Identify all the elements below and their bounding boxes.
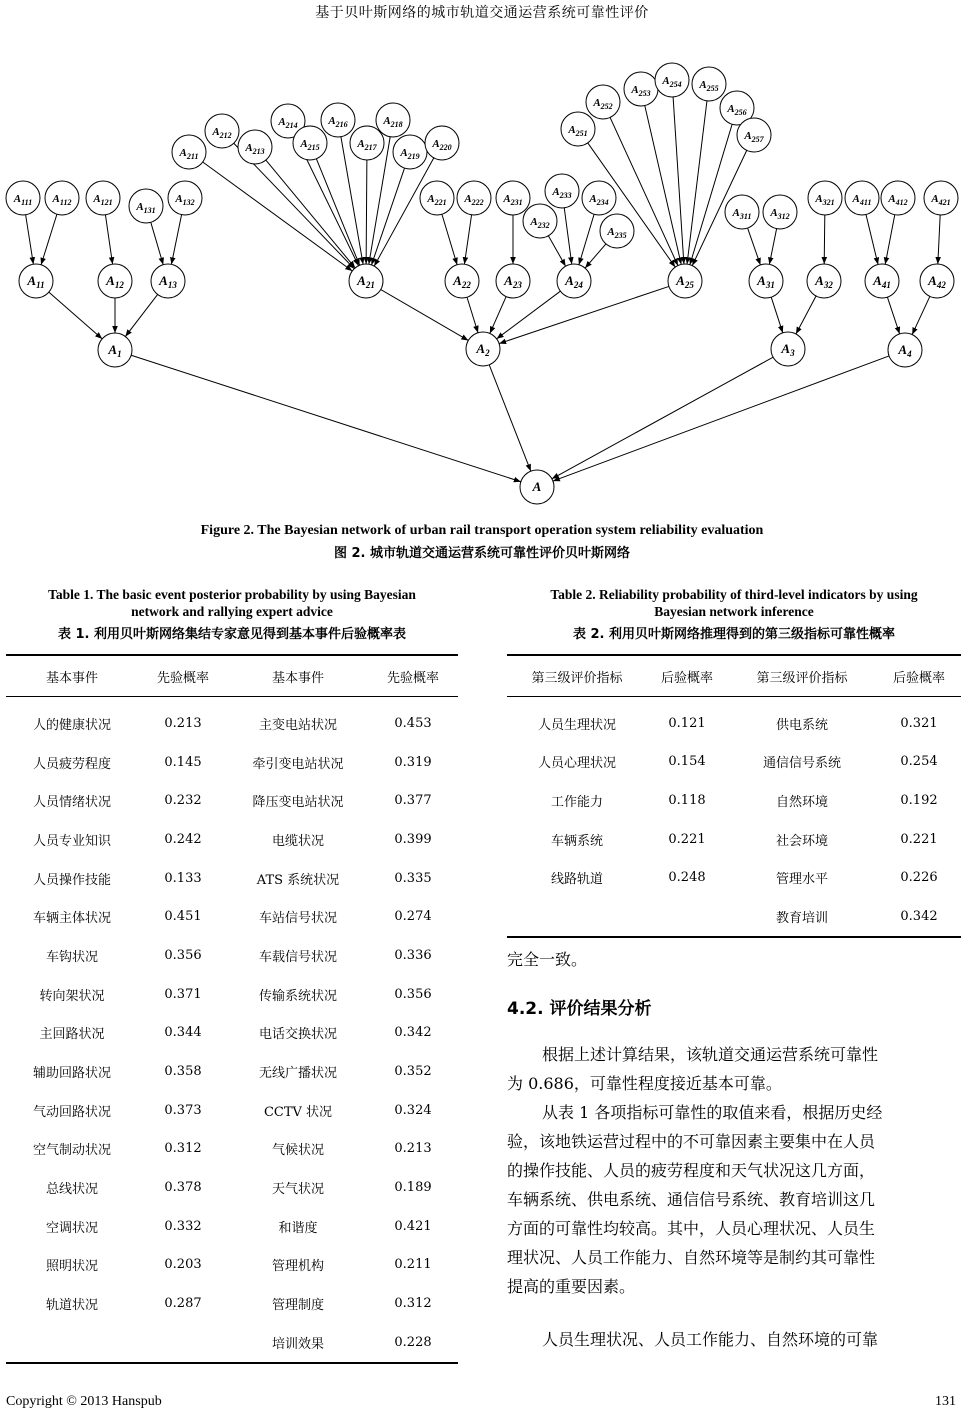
table-cell: 管理水平 <box>775 872 828 888</box>
table-row <box>507 743 961 782</box>
running-header: 基于贝叶斯网络的城市轨道交通运营系统可靠性评价 <box>315 5 649 21</box>
footer-page-number: 131 <box>935 1394 956 1409</box>
node-A218 <box>376 103 410 137</box>
paragraph-line: 从表 1 各项指标可靠性的取值来看，根据历史经 <box>542 1103 883 1122</box>
table-cell: 0.274 <box>394 909 432 925</box>
node-label: $A_{213}$ <box>245 142 265 156</box>
node-A251 <box>561 112 595 146</box>
node-label: $A_{32}$ <box>815 273 833 290</box>
node-A312 <box>763 195 797 229</box>
table-cell: 0.154 <box>668 754 706 770</box>
node-A421 <box>924 181 958 215</box>
table-cell: 0.342 <box>900 908 938 924</box>
table-cell: 0.254 <box>900 754 938 770</box>
table-cell: 0.332 <box>164 1218 202 1234</box>
node-label: $A_{211}$ <box>179 147 199 161</box>
node-label: $A_{412}$ <box>888 193 908 207</box>
section-heading: 4.2. 评价结果分析 <box>507 999 652 1019</box>
node-A232 <box>523 204 557 238</box>
table-row <box>507 897 961 936</box>
table-cell: 照明状况 <box>45 1259 98 1275</box>
table-row <box>6 1130 458 1169</box>
node-label: $A_2$ <box>476 341 490 358</box>
node-label: $A_{256}$ <box>727 103 747 117</box>
edge-A13-A1 <box>125 294 157 336</box>
edge-A42-A4 <box>912 296 930 334</box>
node-label: $A_{421}$ <box>931 193 951 207</box>
table-cell: 人的健康状况 <box>32 717 111 733</box>
node-label: $A_{112}$ <box>52 193 72 207</box>
node-label: $A_1$ <box>108 342 122 359</box>
node-label: $A_{234}$ <box>589 193 609 207</box>
table-cell: 0.213 <box>394 1141 432 1157</box>
node-label: $A_3$ <box>781 341 795 358</box>
node-label: $A_{222}$ <box>464 193 484 207</box>
table-cell: 主变电站状况 <box>258 717 337 733</box>
node-A216 <box>321 103 355 137</box>
table-cell: 0.312 <box>394 1296 432 1312</box>
table-cell: 人员生理状况 <box>537 717 616 733</box>
node-A41 <box>865 264 899 298</box>
table-cell: 气候状况 <box>271 1143 324 1159</box>
node-label: $A_{231}$ <box>503 193 523 207</box>
node-A411 <box>845 181 879 215</box>
table-cell: 0.226 <box>900 870 938 886</box>
table-row <box>6 820 458 859</box>
node-A255 <box>692 67 726 101</box>
table-row <box>6 1246 458 1285</box>
node-A23 <box>496 264 530 298</box>
node-label: $A_{42}$ <box>928 273 946 290</box>
table-row <box>507 820 961 859</box>
table-row <box>507 858 961 897</box>
node-label: $A_{252}$ <box>593 97 613 111</box>
node-A11 <box>19 264 53 298</box>
table-cell: 人员心理状况 <box>537 756 616 772</box>
table1-caption-zh: 表 1. 利用贝叶斯网络集结专家意见得到基本事件后验概率表 <box>57 627 407 642</box>
table-cell: 0.378 <box>164 1180 202 1196</box>
edge-A211-A21 <box>203 162 353 271</box>
node-A4 <box>888 333 922 367</box>
table2-block <box>507 586 961 938</box>
table1-header-3: 先验概率 <box>368 656 458 697</box>
table-cell: 车钩状况 <box>45 949 98 965</box>
table-cell: CCTV 状况 <box>263 1104 333 1120</box>
table-cell: 社会环境 <box>775 833 828 849</box>
table-cell: 牵引变电站状况 <box>252 756 344 772</box>
node-A252 <box>586 85 620 119</box>
table-cell <box>6 1323 138 1362</box>
table2-header-2: 第三级评价指标 <box>727 656 877 697</box>
table-cell: 人员疲劳程度 <box>32 756 111 772</box>
node-label: $A_{311}$ <box>732 207 752 221</box>
paragraph-line: 理状况、人员工作能力、自然环境等是制约其可靠性 <box>507 1248 876 1267</box>
table-cell: 0.344 <box>164 1025 202 1041</box>
table1 <box>6 656 458 1362</box>
paragraph-line: 提高的重要因素。 <box>507 1277 636 1296</box>
table-cell: 0.221 <box>900 831 938 847</box>
node-label: $A_{215}$ <box>300 138 320 152</box>
edge-A23-A2 <box>490 297 506 334</box>
table-cell <box>507 897 647 936</box>
table-cell: 自然环境 <box>775 794 828 810</box>
figure-caption-en: Figure 2. The Bayesian network of urban rail transport operation system reliability evaluation <box>200 523 764 538</box>
edge-A1-A <box>131 355 521 482</box>
table-cell <box>138 1323 228 1362</box>
node-A212 <box>205 114 239 148</box>
paragraph-3: 人员生理状况、人员工作能力、自然环境的可靠 <box>542 1330 879 1349</box>
node-A253 <box>624 72 658 106</box>
table-cell: 人员专业知识 <box>32 833 111 849</box>
edge-A3-A <box>552 357 773 479</box>
node-A131 <box>129 189 163 223</box>
node-A234 <box>582 181 616 215</box>
node-A22 <box>445 264 479 298</box>
node-A213 <box>238 130 272 164</box>
node-label: $A_{12}$ <box>106 273 124 290</box>
table-cell: 0.321 <box>900 715 938 731</box>
node-A219 <box>393 135 427 169</box>
paragraph-1: 根据上述计算结果，该轨道交通运营系统可靠性 为 0.686，可靠性程度接近基本可靠。 <box>507 1045 879 1093</box>
node-A257 <box>737 118 771 152</box>
node-A220 <box>425 126 459 160</box>
node-A <box>520 470 554 504</box>
table-row <box>6 781 458 820</box>
table2-header-1: 后验概率 <box>647 656 727 697</box>
table-cell: 0.312 <box>164 1141 202 1157</box>
node-A215 <box>293 126 327 160</box>
node-label: $A_{221}$ <box>427 193 447 207</box>
node-label: $A_{31}$ <box>757 273 775 290</box>
table-cell: 0.342 <box>394 1025 432 1041</box>
table-row <box>6 697 458 743</box>
table-cell: 培训效果 <box>271 1336 324 1352</box>
node-label: $A_{232}$ <box>530 216 550 230</box>
node-label: $A_{21}$ <box>357 273 375 290</box>
node-label: $A_{217}$ <box>357 138 377 152</box>
edge-A22-A2 <box>467 297 478 333</box>
table-cell: 0.356 <box>164 947 202 963</box>
table-row <box>507 697 961 743</box>
table-cell: 0.145 <box>164 754 202 770</box>
node-label: $A_{212}$ <box>212 126 232 140</box>
node-label: $A_{24}$ <box>565 273 583 290</box>
table2 <box>507 656 961 936</box>
edge-A21-A2 <box>381 290 469 341</box>
paragraph-line: 车辆系统、供电系统、通信信号系统、教育培训这几 <box>507 1190 876 1209</box>
node-A132 <box>168 181 202 215</box>
table-cell: 通信信号系统 <box>762 756 841 772</box>
table-cell: ATS 系统状况 <box>256 872 340 888</box>
edge-A213-A21 <box>266 160 355 268</box>
table-cell: 空调状况 <box>45 1220 98 1236</box>
table-cell: 轨道状况 <box>45 1298 98 1314</box>
table-cell: 车辆系统 <box>550 833 603 849</box>
edge-A31-A3 <box>771 297 783 333</box>
node-label: $A_{121}$ <box>93 193 113 207</box>
edge-A41-A4 <box>887 297 899 334</box>
table2-caption-zh: 表 2. 利用贝叶斯网络推理得到的第三级指标可靠性概率 <box>572 627 896 642</box>
table-cell: 管理制度 <box>271 1298 324 1314</box>
table2-header-0: 第三级评价指标 <box>507 656 647 697</box>
table1-header-2: 基本事件 <box>228 656 368 697</box>
node-label: $A_{411}$ <box>852 193 872 207</box>
edge-A11-A1 <box>49 292 102 339</box>
table-cell: 0.213 <box>164 715 202 731</box>
node-A121 <box>86 181 120 215</box>
table-cell: 车载信号状况 <box>258 949 337 965</box>
node-A233 <box>545 174 579 208</box>
node-A42 <box>920 264 954 298</box>
table-row <box>6 1052 458 1091</box>
node-A211 <box>172 135 206 169</box>
table-cell: 供电系统 <box>775 717 828 733</box>
node-label: $A_{214}$ <box>278 116 298 130</box>
node-label: A <box>532 479 542 494</box>
table-cell: 降压变电站状况 <box>252 795 344 811</box>
table-cell: 辅助回路状况 <box>32 1066 111 1082</box>
node-A222 <box>457 181 491 215</box>
node-label: $A_{321}$ <box>815 193 835 207</box>
table-cell: 主回路状况 <box>39 1027 105 1043</box>
table1-caption-en: Table 1. The basic event posterior probability by using Bayesian network and rallying expert advice <box>48 587 416 619</box>
node-label: $A_{25}$ <box>676 273 694 290</box>
table-cell: 0.248 <box>668 870 706 886</box>
table-cell: 0.335 <box>394 870 432 886</box>
table-cell: 管理机构 <box>271 1259 324 1275</box>
table-cell <box>647 897 727 936</box>
table-row <box>6 743 458 782</box>
node-A1 <box>98 333 132 367</box>
paragraph-line: 的操作技能、人员的疲劳程度和天气状况这几方面， <box>507 1161 876 1180</box>
table-cell: 工作能力 <box>550 794 603 810</box>
node-A221 <box>420 181 454 215</box>
table2-caption-en: Table 2. Reliability probability of third-level indicators by using Bayesian network inference <box>550 587 918 619</box>
paragraph-line: 方面的可靠性均较高。其中，人员心理状况、人员生 <box>507 1219 876 1238</box>
table-row <box>6 1168 458 1207</box>
node-label: $A_{257}$ <box>744 130 764 144</box>
table-row <box>6 1091 458 1130</box>
table-cell: 0.121 <box>668 715 706 731</box>
edge-A233-A24 <box>564 208 572 264</box>
table-cell: 0.211 <box>394 1257 432 1273</box>
paragraph-2 <box>507 1098 963 1301</box>
node-A21 <box>349 264 383 298</box>
node-A24 <box>557 264 591 298</box>
edge-A111-A11 <box>26 215 34 264</box>
edge-A253-A25 <box>645 106 681 265</box>
table1-block <box>6 586 458 1364</box>
edge-A411-A41 <box>866 215 878 265</box>
node-A235 <box>600 214 634 248</box>
table-cell: 天气状况 <box>271 1182 324 1198</box>
table-cell: 无线广播状况 <box>258 1066 337 1082</box>
table-cell: 传输系统状况 <box>258 988 337 1004</box>
table-cell: 0.203 <box>164 1257 202 1273</box>
table1-header-0: 基本事件 <box>6 656 138 697</box>
table-cell: 0.421 <box>394 1218 432 1234</box>
edge-A2-A <box>489 365 531 471</box>
table-row <box>6 1323 458 1362</box>
table-cell: 0.356 <box>394 986 432 1002</box>
edge-A4-A <box>553 356 889 481</box>
table-row <box>6 1207 458 1246</box>
bayesian-network-diagram <box>0 55 964 507</box>
edge-A235-A24 <box>585 244 606 268</box>
table-row <box>6 897 458 936</box>
table-cell: 车站信号状况 <box>258 911 337 927</box>
node-label: $A_4$ <box>898 342 912 359</box>
node-label: $A_{111}$ <box>13 193 33 207</box>
node-A112 <box>45 181 79 215</box>
table-cell: 气动回路状况 <box>32 1104 111 1120</box>
node-label: $A_{255}$ <box>699 79 719 93</box>
table-row <box>6 975 458 1014</box>
table-cell: 总线状况 <box>45 1182 98 1198</box>
table-cell: 0.453 <box>394 715 432 731</box>
node-A412 <box>881 181 915 215</box>
table-cell: 转向架状况 <box>39 988 105 1004</box>
table-cell: 0.377 <box>394 793 432 809</box>
table-cell: 人员操作技能 <box>32 872 111 888</box>
node-label: $A_{132}$ <box>175 193 195 207</box>
node-A25 <box>668 264 702 298</box>
edge-A412-A41 <box>885 215 895 265</box>
table-cell: 0.192 <box>900 792 938 808</box>
figure-caption-zh: 图 2. 城市轨道交通运营系统可靠性评价贝叶斯网络 <box>333 546 631 561</box>
table1-header-1: 先验概率 <box>138 656 228 697</box>
table-cell: 车辆主体状况 <box>32 911 111 927</box>
node-A254 <box>655 63 689 97</box>
table-cell: 0.373 <box>164 1102 202 1118</box>
table2-header-3: 后验概率 <box>877 656 961 697</box>
node-label: $A_{131}$ <box>136 201 156 215</box>
edge-A217-A21 <box>366 160 367 264</box>
table-cell: 电缆状况 <box>271 833 324 849</box>
edge-A131-A13 <box>151 222 163 264</box>
table-cell: 0.399 <box>394 831 432 847</box>
continuation-text: 完全一致。 <box>507 950 588 969</box>
edge-A234-A24 <box>579 214 594 264</box>
node-label: $A_{235}$ <box>607 226 627 240</box>
table-cell: 人员情绪状况 <box>32 795 111 811</box>
table-row <box>6 859 458 898</box>
table-cell: 0.319 <box>394 754 432 770</box>
table-cell: 0.324 <box>394 1102 432 1118</box>
node-label: $A_{253}$ <box>631 84 651 98</box>
node-A321 <box>808 181 842 215</box>
edge-A312-A31 <box>769 229 776 265</box>
node-label: $A_{251}$ <box>568 124 588 138</box>
node-label: $A_{216}$ <box>328 115 348 129</box>
node-label: $A_{11}$ <box>27 273 45 290</box>
table-cell: 0.287 <box>164 1296 202 1312</box>
paragraph-line: 验，该地铁运营过程中的不可靠因素主要集中在人员 <box>507 1132 876 1151</box>
edge-A254-A25 <box>673 97 684 264</box>
node-label: $A_{13}$ <box>159 273 177 290</box>
node-label: $A_{219}$ <box>400 147 420 161</box>
node-A231 <box>496 181 530 215</box>
table-row <box>6 1284 458 1323</box>
node-A2 <box>466 332 500 366</box>
node-label: $A_{23}$ <box>504 273 522 290</box>
table-cell: 0.133 <box>164 870 202 886</box>
node-label: $A_{22}$ <box>453 273 471 290</box>
edge-A221-A22 <box>442 214 457 264</box>
table-cell: 电话交换状况 <box>258 1027 337 1043</box>
edge-A321-A32 <box>824 215 825 264</box>
node-A32 <box>807 264 841 298</box>
table-cell: 0.451 <box>164 909 202 925</box>
table-cell: 0.221 <box>668 831 706 847</box>
node-A311 <box>725 195 759 229</box>
table-cell: 0.358 <box>164 1064 202 1080</box>
node-A217 <box>350 126 384 160</box>
table-cell: 0.232 <box>164 793 202 809</box>
table-cell: 和谐度 <box>278 1220 318 1236</box>
node-label: $A_{312}$ <box>770 207 790 221</box>
node-A31 <box>749 264 783 298</box>
table-row <box>6 936 458 975</box>
node-label: $A_{254}$ <box>662 75 682 89</box>
edge-A32-A3 <box>796 296 816 334</box>
edge-A311-A31 <box>748 228 761 265</box>
edge-A132-A13 <box>171 215 181 265</box>
node-label: $A_{220}$ <box>432 138 452 152</box>
table-cell: 0.352 <box>394 1064 432 1080</box>
node-label: $A_{41}$ <box>873 273 891 290</box>
node-label: $A_{218}$ <box>383 115 403 129</box>
table-cell: 线路轨道 <box>550 872 603 888</box>
table-cell: 0.228 <box>394 1334 432 1350</box>
edge-A112-A11 <box>41 214 57 265</box>
edge-A232-A24 <box>548 236 565 266</box>
table-cell: 0.118 <box>668 792 706 808</box>
table-cell: 空气制动状况 <box>32 1143 111 1159</box>
node-A3 <box>771 332 805 366</box>
edge-A24-A2 <box>497 291 561 339</box>
edge-A222-A22 <box>464 215 471 264</box>
table-cell: 0.189 <box>394 1180 432 1196</box>
edge-A220-A21 <box>374 158 434 266</box>
table-row <box>507 781 961 820</box>
edge-A121-A12 <box>105 215 112 264</box>
table-cell: 0.242 <box>164 831 202 847</box>
table-cell: 教育培训 <box>775 910 828 926</box>
edge-A421-A42 <box>938 215 940 264</box>
node-A111 <box>6 181 40 215</box>
node-label: $A_{233}$ <box>552 186 572 200</box>
node-A12 <box>98 264 132 298</box>
table-row <box>6 1014 458 1053</box>
table-cell: 0.371 <box>164 986 202 1002</box>
footer-copyright: Copyright © 2013 Hanspub <box>6 1394 162 1409</box>
table-cell: 0.336 <box>394 947 432 963</box>
node-A13 <box>151 264 185 298</box>
